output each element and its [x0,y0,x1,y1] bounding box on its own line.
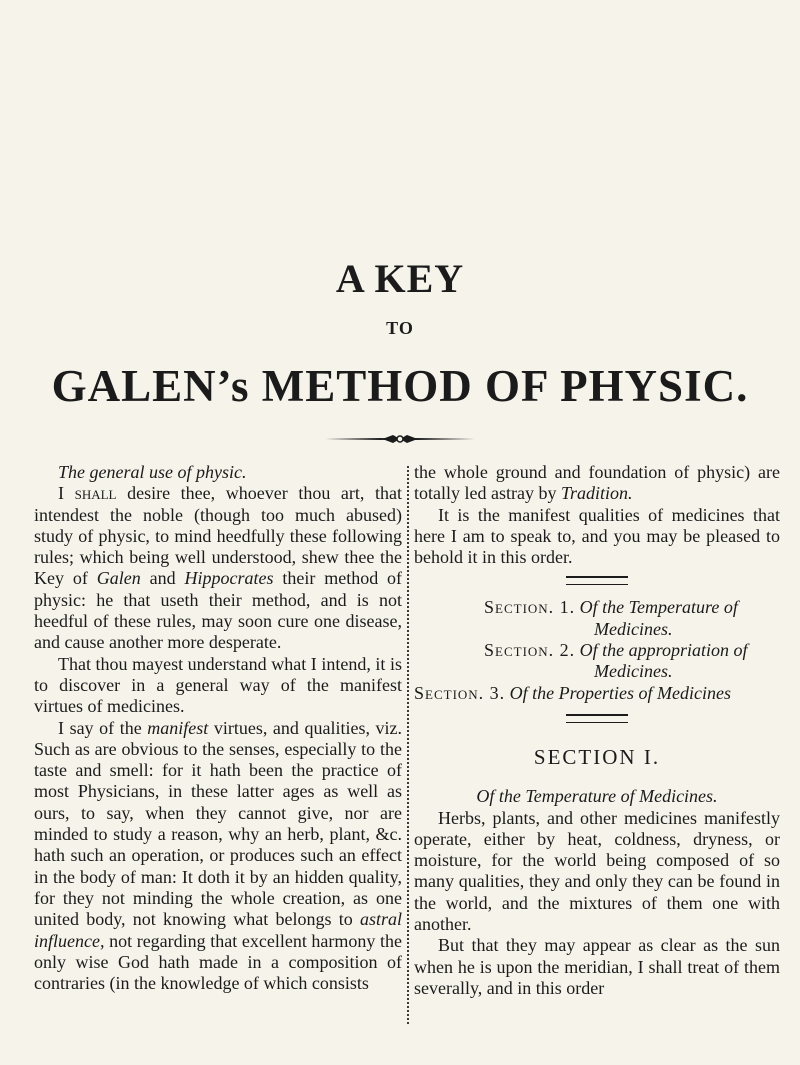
section-2-cont: Medicines. [594,661,673,682]
section-subheading: Of the Temperature of Medicines. [476,786,718,807]
double-rule-2 [566,714,628,723]
column-divider [407,466,409,1024]
galen-name: Galen [96,568,141,589]
left-column [34,462,402,994]
paragraph-2: That thou mayest understand what I intend, it is to discover in a general way of the manifest virtues of medicines. [34,653,402,717]
section-2-entry: Section. 2. Of the appropriation of [484,640,748,661]
section-list [414,597,780,703]
tradition-word: Tradition. [560,483,633,504]
right-column [414,462,780,999]
section-paragraph-1: Herbs, plants, and other medicines manifestly operate, either by heat, coldness, dryness, or moisture, for the world being composed of so many qualities, they and only they can be found in the world, and the mixtures of them one with another. [414,807,780,935]
continued-paragraph: the whole ground and foundation of physic) are totally led astray by Tradition. [414,462,780,504]
paragraph-1: I shall desire thee, whoever thou art, that intendest the noble (though too much abused) study of physic, to mind heedfully these following rules; which being well understood, shew thee the Key of Galen and Hippocrates their method of physic: he that useth their method, and is not heedful of these rules, may soon cure one disease, and cause another more desperate. [34,483,403,653]
double-rule [566,576,628,585]
section-1-cont: Medicines. [594,618,673,639]
order-paragraph: It is the manifest qualities of medicines that here I am to speak to, and you may be pleased to behold it in this order. [414,504,780,568]
section-3-entry: Section. 3. Of the Properties of Medicines [414,682,731,703]
drop-smallcaps: I shall [58,483,117,504]
section-heading: SECTION I. [533,744,661,769]
paragraph-3: I say of the manifest virtues, and qualities, viz. Such as are obvious to the senses, especially to the taste and smell: for it hath been the practice of most Physicians, in these latter ages as well as ours, to say, when they cannot give, nor are minded to study a reason, why an herb, plant, &c. hath such an operation, or produces such an effect in the body of man: It doth it by an hidden quality, for they not minding the whole creation, as one united body, not knowing what belongs to astral influence, not regarding that excellent harmony the only wise God hath made in a composition of contraries (in the knowledge of which consists [34,717,403,994]
hippocrates-name: Hippocrates [184,568,274,589]
ornament-rule-icon [325,433,475,445]
page-subtitle: GALEN’s METHOD OF PHYSIC. [51,361,749,411]
title-connector: TO [386,318,414,338]
section-paragraph-2: But that they may appear as clear as the sun when he is upon the meridian, I shall treat of them severally, and in this order [414,935,780,998]
page-title: A KEY [335,256,465,301]
section-1-entry: Section. 1. Of the Temperature of [484,597,738,618]
general-use-heading: The general use of physic. [58,462,247,482]
